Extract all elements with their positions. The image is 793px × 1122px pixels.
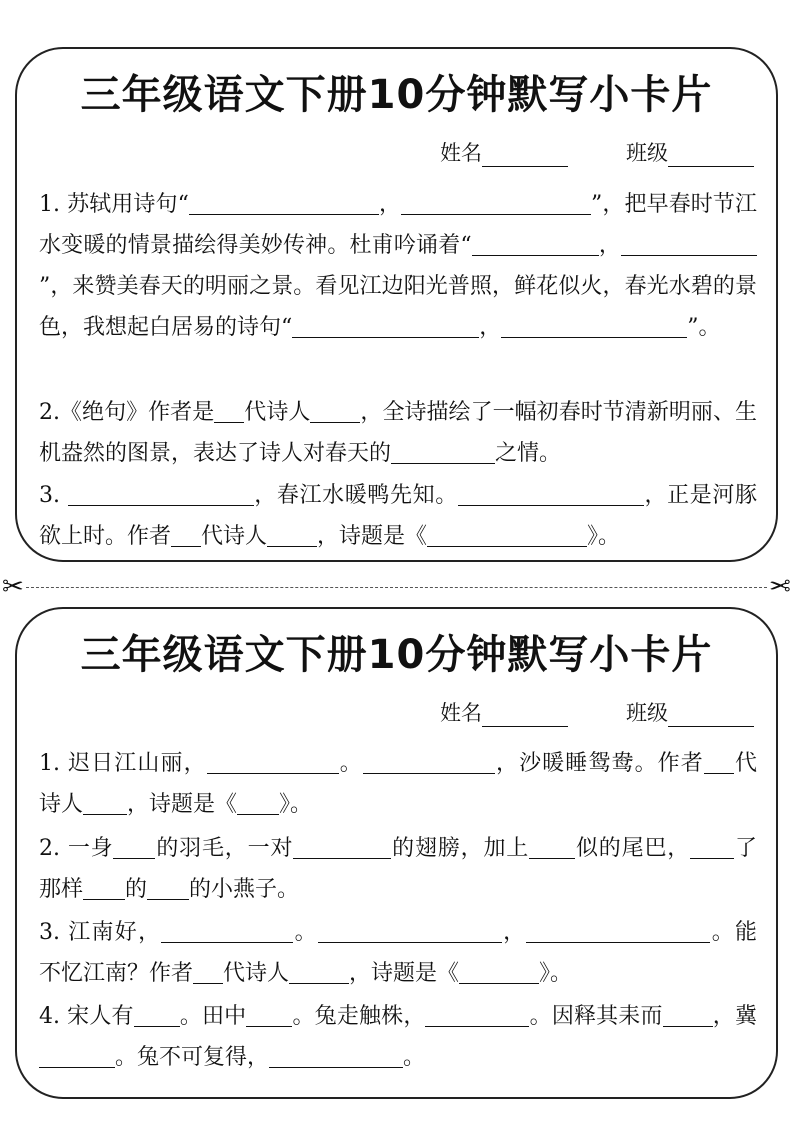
answer-blank[interactable] (425, 1000, 529, 1027)
answer-blank[interactable] (663, 1000, 713, 1027)
answer-blank[interactable] (189, 188, 379, 215)
q-text: ，沙暖睡鸳鸯。作者 (494, 751, 704, 776)
question-2 (39, 828, 757, 910)
answer-blank[interactable] (171, 520, 201, 547)
answer-blank[interactable] (161, 916, 293, 943)
answer-blank[interactable] (269, 1041, 403, 1068)
answer-blank[interactable] (246, 1000, 292, 1027)
class-label: 班级 (626, 701, 668, 725)
q-text: 》。 (279, 792, 313, 817)
question-1 (39, 743, 757, 825)
q-text: 2.《绝句》作者是 (39, 400, 215, 425)
q-text: ， (598, 233, 621, 258)
q-text: 。兔不可复得， (115, 1045, 270, 1070)
q-text: 的 (125, 877, 148, 902)
question-3 (39, 912, 757, 994)
answer-blank[interactable] (267, 520, 317, 547)
answer-blank[interactable] (237, 788, 279, 815)
answer-blank[interactable] (134, 1000, 180, 1027)
q-text: 2. 一身 (39, 836, 114, 861)
q-text: 。 (338, 751, 363, 776)
answer-blank[interactable] (401, 188, 591, 215)
q-text: ，诗题是《 (349, 961, 460, 986)
q-text: 1. 迟日江山丽， (39, 751, 207, 776)
answer-blank[interactable] (113, 832, 155, 859)
q-text: 3. (39, 483, 68, 508)
answer-blank[interactable] (193, 957, 223, 984)
q-text: ”。 (687, 315, 721, 340)
answer-blank[interactable] (293, 832, 391, 859)
answer-blank[interactable] (292, 311, 344, 338)
q-text: 代诗人 (223, 961, 290, 986)
q-text: ， (479, 315, 502, 340)
q-text: ， (378, 192, 402, 217)
answer-blank[interactable] (690, 832, 734, 859)
q-text: ”，把早春时节江水变暖的情景描绘得美妙传神。杜甫吟诵着“ (39, 192, 757, 258)
q-text: 之情。 (495, 441, 562, 466)
q-text: ，春江水暖鸭先知。 (253, 483, 458, 508)
answer-blank[interactable] (704, 747, 734, 774)
q-text: 了那样 (39, 836, 757, 902)
q-text: 。兔走触株， (292, 1004, 426, 1029)
answer-blank[interactable] (529, 832, 575, 859)
answer-blank[interactable] (427, 520, 587, 547)
answer-blank[interactable] (577, 229, 599, 256)
answer-blank[interactable] (621, 229, 757, 256)
answer-blank[interactable] (391, 437, 495, 464)
question-3 (39, 475, 757, 557)
q-text: ”，来赞美春天的明丽之景。看见江边阳光普照，鲜花似火，春光水碧的景色，我想起白居易的诗句“ (39, 274, 757, 340)
answer-blank[interactable] (39, 1041, 115, 1068)
answer-blank[interactable] (310, 396, 360, 423)
question-2 (39, 392, 757, 474)
cut-line (26, 587, 767, 588)
card-title: 三年级语文下册10分钟默写小卡片 (80, 632, 713, 678)
answer-blank[interactable] (472, 229, 577, 256)
q-text: 》。 (587, 524, 621, 549)
q-text: 的小燕子。 (189, 877, 300, 902)
q-text: 。 (293, 920, 318, 945)
q-text: 。因释其耒而 (529, 1004, 663, 1029)
q-text: 1. 苏轼用诗句“ (39, 192, 189, 217)
card-title: 三年级语文下册10分钟默写小卡片 (80, 72, 713, 118)
q-text: 的羽毛，一对 (155, 836, 294, 861)
dictation-card-1 (15, 47, 778, 562)
answer-blank[interactable] (363, 747, 495, 774)
q-text: 》。 (539, 961, 573, 986)
name-class-row (440, 697, 754, 727)
class-label: 班级 (626, 141, 668, 165)
answer-blank[interactable] (83, 873, 125, 900)
q-text: 4. 宋人有 (39, 1004, 134, 1029)
name-label: 姓名 (440, 141, 482, 165)
q-text: 。田中 (179, 1004, 247, 1029)
name-blank[interactable] (482, 144, 568, 167)
q-text: 代诗人 (39, 751, 757, 817)
answer-blank[interactable] (459, 957, 539, 984)
q-text: 。 (403, 1045, 426, 1070)
answer-blank[interactable] (526, 916, 710, 943)
q-text: 似的尾巴， (575, 836, 691, 861)
answer-blank[interactable] (318, 916, 502, 943)
answer-blank[interactable] (501, 311, 687, 338)
class-blank[interactable] (668, 144, 754, 167)
q-text: ，冀 (712, 1004, 757, 1029)
q-text: ，诗题是《 (317, 524, 428, 549)
question-1 (39, 184, 757, 348)
q-text: 。能不忆江南？作者 (39, 920, 757, 986)
answer-blank[interactable] (458, 479, 644, 506)
q-text: ，诗题是《 (127, 792, 238, 817)
answer-blank[interactable] (289, 957, 349, 984)
class-blank[interactable] (668, 704, 754, 727)
answer-blank[interactable] (68, 479, 254, 506)
answer-blank[interactable] (344, 311, 479, 338)
q-text: 代诗人 (201, 524, 268, 549)
q-text: ，全诗描绘了一幅初春时节清新明丽、生机盎然的图景，表达了诗人对春天的 (39, 400, 757, 466)
q-text: ， (501, 920, 527, 945)
answer-blank[interactable] (147, 873, 189, 900)
name-label: 姓名 (440, 701, 482, 725)
scissors-icon: ✂ (2, 572, 24, 602)
answer-blank[interactable] (207, 747, 339, 774)
answer-blank[interactable] (83, 788, 127, 815)
answer-blank[interactable] (214, 396, 244, 423)
dictation-card-2 (15, 607, 778, 1099)
q-text: 代诗人 (244, 400, 311, 425)
name-class-row (440, 137, 754, 167)
name-blank[interactable] (482, 704, 568, 727)
q-text: 3. 江南好， (39, 920, 162, 945)
q-text: 的翅膀，加上 (391, 836, 530, 861)
q-text: ，正是河豚欲上时。作者 (39, 483, 757, 549)
scissors-icon: ✂ (769, 572, 791, 602)
question-4 (39, 996, 757, 1078)
